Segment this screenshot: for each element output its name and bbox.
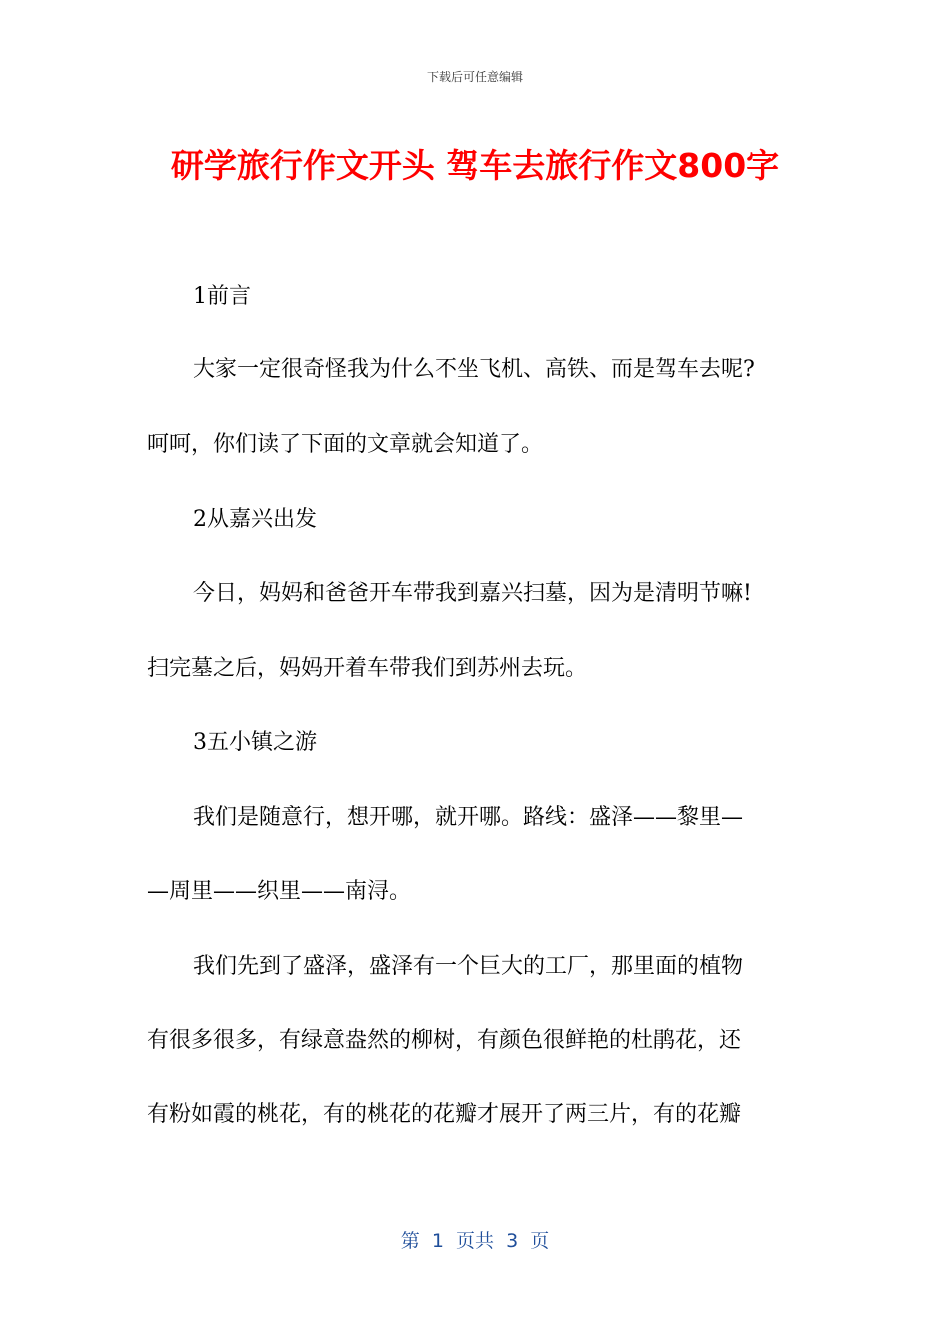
paragraph-line: 我们是随意行，想开哪，就开哪。路线：盛泽——黎里— (193, 805, 744, 830)
paragraph-line: 今日，妈妈和爸爸开车带我到嘉兴扫墓，因为是清明节嘛! (193, 581, 752, 606)
section-heading: 1前言 (193, 284, 251, 309)
paragraph-line: —周里——织里——南浔。 (147, 879, 412, 904)
paragraph-line: 大家一定很奇怪我为什么不坐飞机、高铁、而是驾车去呢? (193, 357, 755, 382)
section-heading: 3五小镇之游 (193, 730, 317, 755)
section-heading: 2从嘉兴出发 (193, 507, 317, 532)
paragraph-line: 我们先到了盛泽，盛泽有一个巨大的工厂，那里面的植物 (193, 954, 744, 979)
paragraph-line: 呵呵，你们读了下面的文章就会知道了。 (147, 432, 544, 457)
document-title: 研学旅行作文开头 驾车去旅行作文800字 (170, 146, 780, 185)
paragraph-line: 有很多很多，有绿意盎然的柳树，有颜色很鲜艳的杜鹃花，还 (147, 1028, 742, 1053)
page-number: 第 1 页共 3 页 (400, 1230, 550, 1252)
header-note: 下载后可任意编辑 (426, 70, 523, 84)
paragraph-line: 有粉如霞的桃花，有的桃花的花瓣才展开了两三片，有的花瓣 (147, 1102, 742, 1127)
paragraph-line: 扫完墓之后，妈妈开着车带我们到苏州去玩。 (147, 656, 588, 681)
